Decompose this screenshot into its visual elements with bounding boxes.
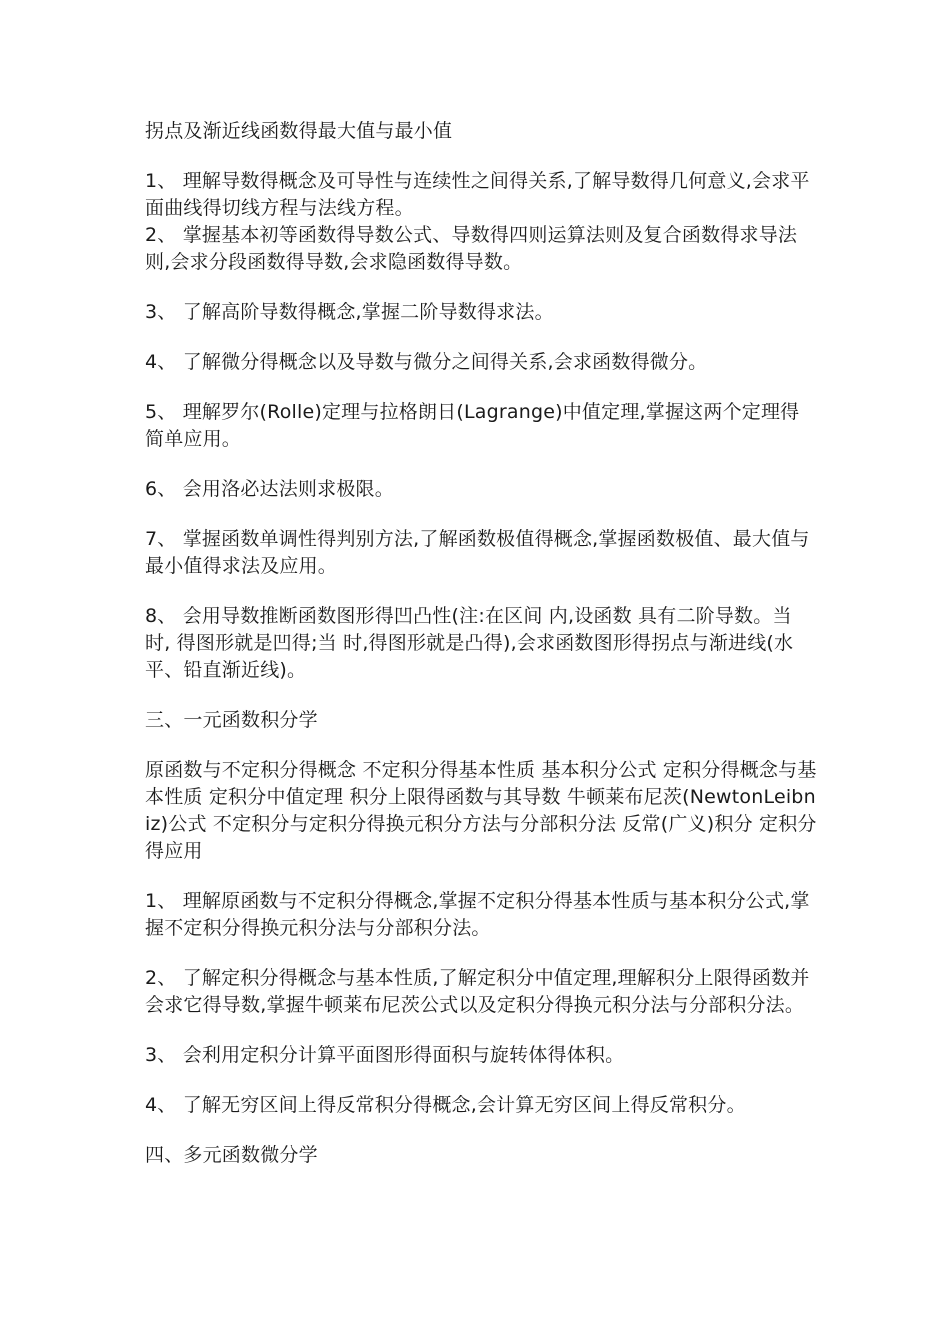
paragraph-item-8: 8、 会用导数推断函数图形得凹凸性(注:在区间 内,设函数 具有二阶导数。当 时, 得图形就是凹得;当 时,得图形就是凸得),会求函数图形得拐点与渐进线(水平、铅直渐近线)。 [145,605,794,681]
paragraph-integral-item-4: 4、 了解无穷区间上得反常积分得概念,会计算无穷区间上得反常积分。 [145,1094,746,1116]
paragraph-integral-item-3: 3、 会利用定积分计算平面图形得面积与旋转体得体积。 [145,1044,625,1066]
document-page [145,118,817,1169]
paragraph-integral-topics: 原函数与不定积分得概念 不定积分得基本性质 基本积分公式 定积分得概念与基本性质 定积分中值定理 积分上限得函数与其导数 牛顿莱布尼茨(NewtonLeibniz)公式 不定积分与定积分得换元积分方法与分部积分法 反常(广义)积分 定积分得应用 [145,759,817,862]
paragraph-heading-inflection: 拐点及渐近线函数得最大值与最小值 [145,120,453,142]
paragraph-item-2: 2、 掌握基本初等函数得导数公式、导数得四则运算法则及复合函数得求导法则,会求分段函数得导数,会求隐函数得导数。 [145,224,798,273]
paragraph-item-6: 6、 会用洛必达法则求极限。 [145,478,394,500]
paragraph-item-4: 4、 了解微分得概念以及导数与微分之间得关系,会求函数得微分。 [145,351,708,373]
paragraph-item-5: 5、 理解罗尔(Rolle)定理与拉格朗日(Lagrange)中值定理,掌握这两个定理得简单应用。 [145,401,800,450]
section-heading-integral: 三、一元函数积分学 [145,709,318,731]
paragraph-item-1: 1、 理解导数得概念及可导性与连续性之间得关系,了解导数得几何意义,会求平面曲线得切线方程与法线方程。 [145,170,810,219]
paragraph-item-3: 3、 了解高阶导数得概念,掌握二阶导数得求法。 [145,301,554,323]
paragraph-integral-item-1: 1、 理解原函数与不定积分得概念,掌握不定积分得基本性质与基本积分公式,掌握不定积分得换元积分法与分部积分法。 [145,890,810,939]
section-heading-multivariable: 四、多元函数微分学 [145,1144,318,1166]
paragraph-item-7: 7、 掌握函数单调性得判别方法,了解函数极值得概念,掌握函数极值、最大值与最小值得求法及应用。 [145,528,810,577]
paragraph-integral-item-2: 2、 了解定积分得概念与基本性质,了解定积分中值定理,理解积分上限得函数并会求它得导数,掌握牛顿莱布尼茨公式以及定积分得换元积分法与分部积分法。 [145,967,810,1016]
